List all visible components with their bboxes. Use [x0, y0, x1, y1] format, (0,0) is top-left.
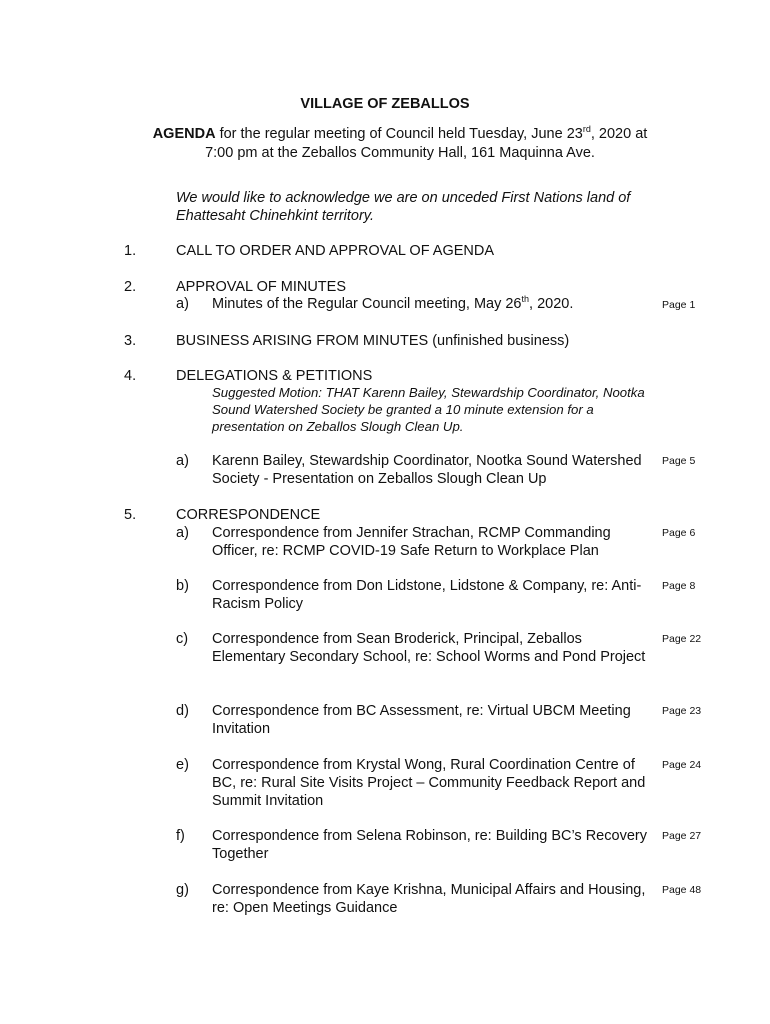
- agenda-date-suffix: rd: [582, 124, 591, 135]
- item-5a-page: Page 6: [662, 527, 696, 539]
- item-5a-letter: a): [176, 525, 189, 541]
- item-5c-text: Correspondence from Sean Broderick, Principal, Zeballos Elementary Secondary School, re: School Worms and Pond Project: [212, 631, 646, 665]
- document-title: VILLAGE OF ZEBALLOS: [300, 96, 470, 112]
- item-3-heading: BUSINESS ARISING FROM MINUTES (unfinished business): [176, 333, 570, 349]
- item-5d-text: Correspondence from BC Assessment, re: Virtual UBCM Meeting Invitation: [212, 703, 631, 737]
- item-4a-text: Karenn Bailey, Stewardship Coordinator, Nootka Sound Watershed Society - Presentation on Zeballos Slough Clean Up: [212, 453, 642, 487]
- item-1-number: 1.: [124, 243, 137, 259]
- agenda-line1: for the regular meeting of Council held Tuesday, June 23: [215, 126, 583, 142]
- item-5f-letter: f): [176, 828, 185, 844]
- item-5e-letter: e): [176, 757, 189, 773]
- item-5c-page: Page 22: [662, 633, 702, 645]
- item-5f-text: Correspondence from Selena Robinson, re: Building BC’s Recovery Together: [212, 828, 647, 862]
- agenda-intro: [120, 125, 680, 163]
- item-5g-page: Page 48: [662, 884, 702, 896]
- item-4a-letter: a): [176, 453, 189, 469]
- item-5c-letter: c): [176, 631, 189, 647]
- item-5d-letter: d): [176, 703, 189, 719]
- item-5b-page: Page 8: [662, 580, 696, 592]
- item-2-number: 2.: [124, 279, 137, 295]
- item-2a-text: Minutes of the Regular Council meeting, May 26th, 2020.: [212, 294, 574, 312]
- item-5d-page: Page 23: [662, 705, 702, 717]
- item-2-heading: APPROVAL OF MINUTES: [176, 279, 346, 295]
- item-5g-letter: g): [176, 882, 189, 898]
- item-5-number: 5.: [124, 507, 137, 523]
- item-5e-text: Correspondence from Krystal Wong, Rural Coordination Centre of BC, re: Rural Site Visits Project – Community Feedback Report and Summit Invitation: [212, 757, 646, 809]
- item-5b-text: Correspondence from Don Lidstone, Lidstone & Company, re: Anti-Racism Policy: [212, 578, 642, 612]
- item-1-heading: CALL TO ORDER AND APPROVAL OF AGENDA: [176, 243, 495, 259]
- item-5b-letter: b): [176, 578, 189, 594]
- item-4-number: 4.: [124, 368, 137, 384]
- agenda-label: AGENDA: [152, 126, 216, 142]
- agenda-line2: 7:00 pm at the Zeballos Community Hall, 161 Maquinna Ave.: [205, 145, 595, 161]
- item-5f-page: Page 27: [662, 830, 702, 842]
- item-2a-page: Page 1: [662, 299, 696, 311]
- item-4a-page: Page 5: [662, 455, 696, 467]
- item-4-suggested-motion: Suggested Motion: THAT Karenn Bailey, Stewardship Coordinator, Nootka Sound Watershed Society be granted a 10 minute extension for a presentation on Zeballos Slough Clean Up.: [212, 385, 645, 434]
- agenda-line1-end: , 2020 at: [590, 126, 648, 142]
- item-5-heading: CORRESPONDENCE: [176, 507, 321, 523]
- item-5a-text: Correspondence from Jennifer Strachan, RCMP Commanding Officer, re: RCMP COVID-19 Safe Return to Workplace Plan: [212, 525, 611, 559]
- item-3-number: 3.: [124, 333, 137, 349]
- item-5g-text: Correspondence from Kaye Krishna, Municipal Affairs and Housing, re: Open Meetings Guidance: [212, 882, 646, 916]
- item-5e-page: Page 24: [662, 759, 702, 771]
- item-4-heading: DELEGATIONS & PETITIONS: [176, 368, 373, 384]
- item-2a-letter: a): [176, 296, 189, 312]
- land-acknowledgement: We would like to acknowledge we are on unceded First Nations land of Ehattesaht Chinehkint territory.: [176, 190, 631, 224]
